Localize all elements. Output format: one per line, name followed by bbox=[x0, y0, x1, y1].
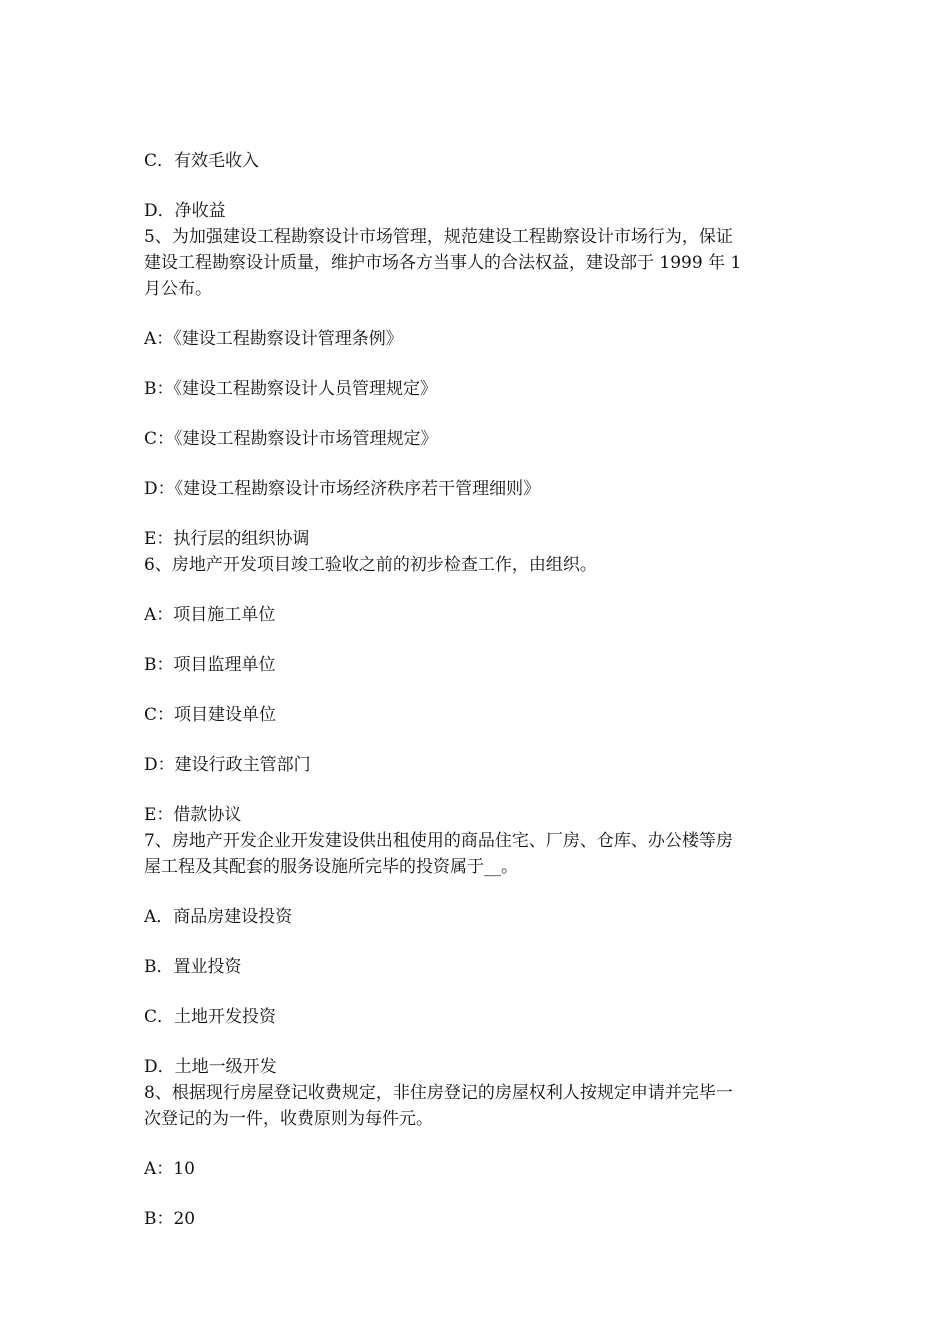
question-text-line: 月公布。 bbox=[144, 279, 212, 299]
answer-option: A：《建设工程勘察设计管理条例》 bbox=[144, 329, 403, 349]
document-page bbox=[144, 148, 809, 1232]
answer-option: A．商品房建设投资 bbox=[144, 907, 293, 927]
question-text-line: 8、根据现行房屋登记收费规定，非住房登记的房屋权利人按规定申请并完毕一 bbox=[144, 1083, 733, 1103]
question-text-line: 7、房地产开发企业开发建设供出租使用的商品住宅、厂房、仓库、办公楼等房 bbox=[144, 831, 733, 851]
answer-option: D．净收益 bbox=[144, 201, 226, 221]
answer-option: B：项目监理单位 bbox=[144, 655, 276, 675]
answer-option: C．土地开发投资 bbox=[144, 1007, 277, 1027]
answer-option: D：建设行政主管部门 bbox=[144, 755, 311, 775]
answer-option: D：《建设工程勘察设计市场经济秩序若干管理细则》 bbox=[144, 479, 541, 499]
answer-option: B：《建设工程勘察设计人员管理规定》 bbox=[144, 379, 437, 399]
answer-option: E：借款协议 bbox=[144, 805, 242, 825]
question-text-line: 屋工程及其配套的服务设施所完毕的投资属于__。 bbox=[144, 857, 518, 877]
answer-option: E：执行层的组织协调 bbox=[144, 529, 310, 549]
answer-option: A：项目施工单位 bbox=[144, 605, 276, 625]
answer-option: D．土地一级开发 bbox=[144, 1057, 277, 1077]
question-text-line: 5、为加强建设工程勘察设计市场管理，规范建设工程勘察设计市场行为，保证 bbox=[144, 227, 733, 247]
question-text-line: 6、房地产开发项目竣工验收之前的初步检查工作，由组织。 bbox=[144, 555, 597, 575]
answer-option: A：10 bbox=[144, 1159, 195, 1179]
question-text-line: 建设工程勘察设计质量，维护市场各方当事人的合法权益，建设部于 1999 年 1 bbox=[144, 253, 742, 273]
answer-option: C：项目建设单位 bbox=[144, 705, 277, 725]
answer-option: C：《建设工程勘察设计市场管理规定》 bbox=[144, 429, 438, 449]
answer-option: C．有效毛收入 bbox=[144, 151, 260, 171]
answer-option: B：20 bbox=[144, 1209, 196, 1229]
answer-option: B．置业投资 bbox=[144, 957, 242, 977]
question-text-line: 次登记的为一件，收费原则为每件元。 bbox=[144, 1109, 433, 1129]
